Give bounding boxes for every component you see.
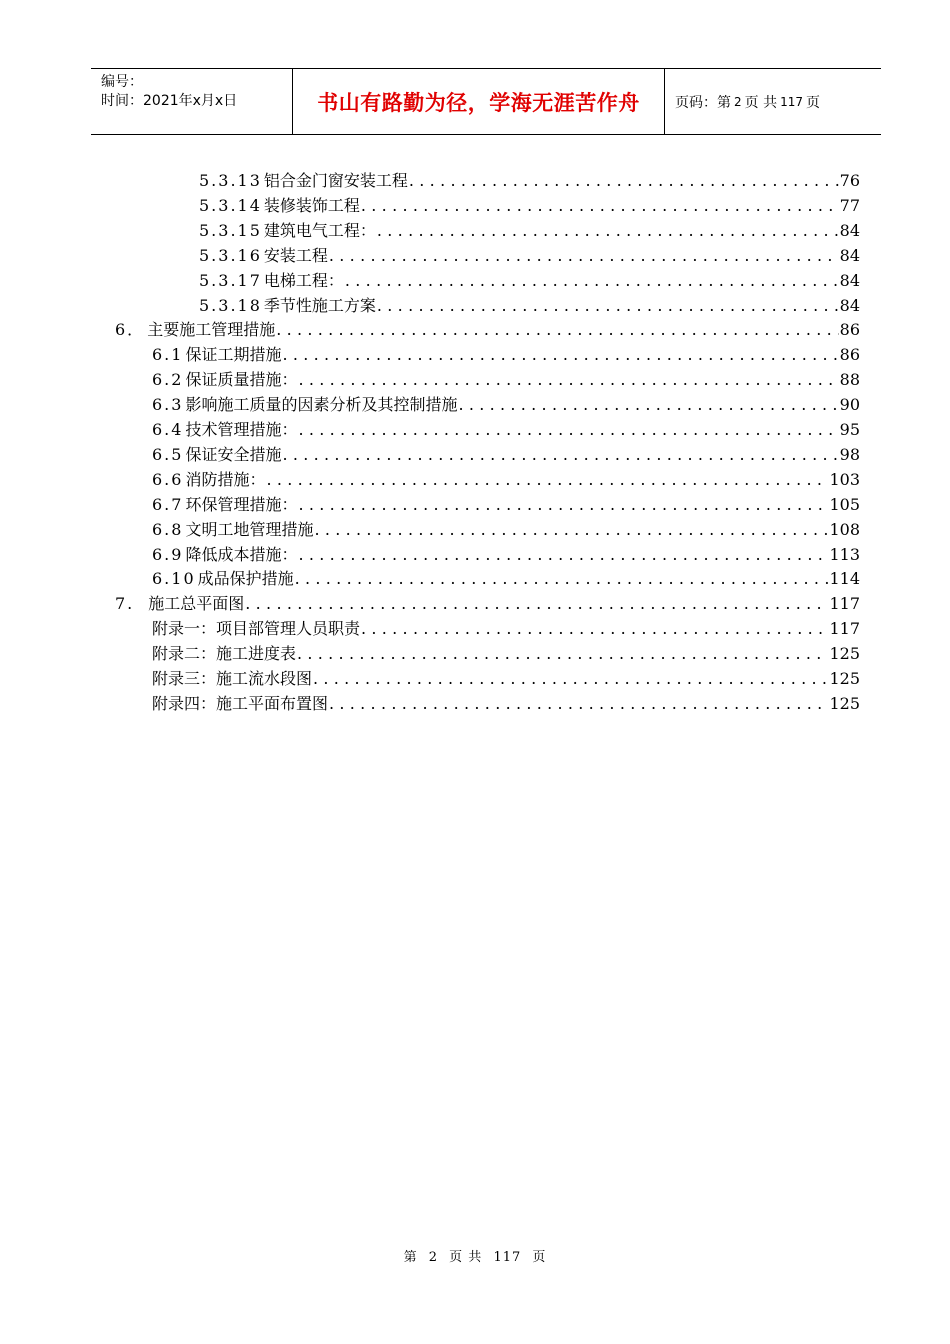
toc-entry-number: 6.3 (152, 395, 184, 415)
toc-dot-leader (266, 470, 828, 489)
header-page-suffix: 页 (806, 94, 820, 111)
toc-entry-number: 6.10 (152, 569, 196, 589)
toc-dot-leader (329, 246, 839, 265)
toc-entry-page: 113 (829, 544, 860, 564)
toc-entry[interactable] (199, 243, 860, 268)
toc-entry-number: 6.9 (152, 544, 184, 564)
toc-entry-title: 保证安全措施 (185, 444, 282, 464)
toc-entry-number: 5.3.16 (199, 245, 262, 265)
toc-dot-leader (345, 271, 839, 290)
toc-entry-page: 105 (829, 494, 860, 514)
toc-entry[interactable] (199, 218, 860, 243)
time-label: 时间：2021年x月x日 (101, 93, 238, 109)
toc-entry-number: 6.8 (152, 519, 184, 539)
footer-current-page: 2 (428, 1250, 439, 1265)
toc-dot-leader (245, 594, 828, 613)
toc-entry[interactable] (199, 193, 860, 218)
toc-entry-page: 117 (829, 594, 860, 614)
toc-entry-title: 安装工程 (263, 245, 328, 265)
toc-entry-number: 6.4 (152, 420, 184, 439)
toc-entry-title: 附录一：项目部管理人员职责 (152, 619, 361, 639)
toc-entry-number: 5.3.13 (199, 171, 262, 190)
toc-entry-page: 90 (839, 395, 860, 415)
toc-entry[interactable] (152, 442, 860, 467)
toc-entry[interactable] (152, 342, 860, 367)
header-motto-cell (293, 69, 665, 134)
toc-entry-title: 装修装饰工程 (263, 195, 360, 215)
toc-dot-leader (377, 296, 839, 315)
toc-entry-number: 5.3.15 (199, 220, 262, 240)
toc-entry-page: 114 (829, 569, 860, 589)
header-page-mid: 页 共 (744, 94, 778, 111)
toc-entry-title: 附录二：施工进度表 (152, 644, 297, 664)
toc-entry-title: 降低成本措施： (185, 544, 298, 564)
footer-suffix: 页 (532, 1250, 547, 1265)
toc-dot-leader (361, 619, 828, 638)
toc-entry[interactable] (152, 417, 860, 442)
toc-entry-page: 125 (829, 693, 860, 713)
toc-dot-leader (377, 221, 839, 240)
toc-entry[interactable] (152, 542, 860, 567)
toc-dot-leader (295, 569, 829, 588)
toc-entry-title: 电梯工程： (263, 270, 344, 290)
toc-entry-page: 98 (839, 444, 860, 464)
page-header (91, 68, 881, 135)
toc-entry[interactable] (152, 467, 860, 492)
toc-entry-page: 86 (839, 345, 860, 365)
toc-entry[interactable] (152, 616, 860, 641)
toc-entry-title: 技术管理措施： (185, 420, 298, 439)
toc-entry[interactable] (152, 691, 860, 716)
header-page-cell (665, 69, 881, 134)
toc-entry-page: 125 (829, 669, 860, 688)
toc-entry-number: 6.6 (152, 469, 184, 489)
toc-entry[interactable] (115, 317, 860, 342)
toc-entry-title: 附录四：施工平面布置图 (152, 693, 329, 713)
toc-entry[interactable] (152, 367, 860, 392)
toc-entry-title: 保证工期措施 (185, 345, 282, 365)
footer-total-pages: 117 (493, 1250, 522, 1265)
toc-entry[interactable] (152, 392, 860, 417)
header-page-prefix: 页码：第 (675, 94, 731, 111)
toc-dot-leader (282, 345, 838, 364)
toc-entry[interactable] (152, 517, 860, 542)
toc-entry[interactable] (199, 268, 860, 293)
toc-dot-leader (409, 171, 839, 190)
page-footer (0, 1246, 950, 1265)
toc-entry-number: 7. (115, 594, 135, 614)
toc-entry-page: 125 (829, 644, 860, 664)
toc-entry[interactable] (199, 168, 860, 193)
toc-dot-leader (298, 545, 828, 564)
header-page-current: 2 (734, 94, 742, 109)
toc-entry[interactable] (199, 293, 860, 318)
toc-entry[interactable] (152, 492, 860, 517)
toc-entry-title: 影响施工质量的因素分析及其控制措施 (185, 395, 458, 415)
toc-entry[interactable] (115, 591, 860, 616)
toc-dot-leader (361, 196, 839, 215)
toc-entry-title: 建筑电气工程： (263, 220, 376, 240)
toc-dot-leader (298, 370, 838, 389)
toc-dot-leader (282, 445, 838, 464)
toc-entry-page: 86 (839, 320, 860, 340)
toc-entry-title: 文明工地管理措施 (185, 519, 314, 539)
toc-dot-leader (298, 495, 828, 514)
footer-prefix: 第 (403, 1250, 418, 1265)
toc-entry[interactable] (152, 641, 860, 666)
toc-entry-page: 117 (829, 619, 860, 639)
toc-entry-page: 108 (829, 519, 860, 539)
toc-dot-leader (276, 320, 838, 339)
header-page-total: 117 (780, 94, 803, 109)
toc-entry-number: 6.2 (152, 370, 184, 390)
toc-entry-page: 84 (839, 220, 860, 240)
toc-entry-number: 6.1 (152, 345, 184, 365)
toc-dot-leader (297, 644, 828, 663)
toc-entry-title: 附录三：施工流水段图 (152, 669, 313, 688)
toc-entry-page: 76 (839, 171, 860, 190)
toc-entry-number: 6． (115, 320, 146, 340)
toc-entry-page: 77 (839, 195, 860, 215)
toc-entry-page: 95 (839, 420, 860, 439)
toc-entry-number: 5.3.17 (199, 270, 262, 290)
toc-entry-number: 6.5 (152, 444, 184, 464)
toc-entry-page: 103 (829, 469, 860, 489)
serial-label: 编号： (101, 74, 143, 90)
toc-entry-title: 成品保护措施 (197, 569, 294, 589)
footer-mid: 页 共 (449, 1250, 483, 1265)
toc-dot-leader (298, 420, 838, 439)
toc-entry-title: 保证质量措施： (185, 370, 298, 390)
toc-entry-number: 6.7 (152, 494, 184, 514)
toc-entry-page: 84 (839, 245, 860, 265)
toc-entry-page: 84 (839, 295, 860, 315)
toc-entry-title: 铝合金门窗安装工程 (263, 171, 408, 190)
toc-dot-leader (329, 694, 828, 713)
toc-entry[interactable] (152, 566, 860, 591)
header-meta-cell (91, 69, 293, 134)
toc-entry-title: 消防措施： (185, 469, 266, 489)
toc-entry-page: 84 (839, 270, 860, 290)
toc-entry-title: 季节性施工方案 (263, 295, 376, 315)
toc-entry-page: 88 (839, 370, 860, 390)
toc-dot-leader (313, 669, 828, 688)
toc-entry-title: 环保管理措施： (185, 494, 298, 514)
toc-entry-title: 主要施工管理措施 (147, 320, 276, 340)
toc-entry-title: 施工总平面图 (148, 594, 245, 614)
toc-entry-number: 5.3.14 (199, 195, 262, 215)
toc-entry[interactable] (152, 666, 860, 691)
motto-text: 书山有路勤为径，学海无涯苦作舟 (317, 90, 640, 115)
toc-entry-number: 5.3.18 (199, 295, 262, 315)
toc-dot-leader (458, 395, 838, 414)
toc-dot-leader (314, 520, 828, 539)
